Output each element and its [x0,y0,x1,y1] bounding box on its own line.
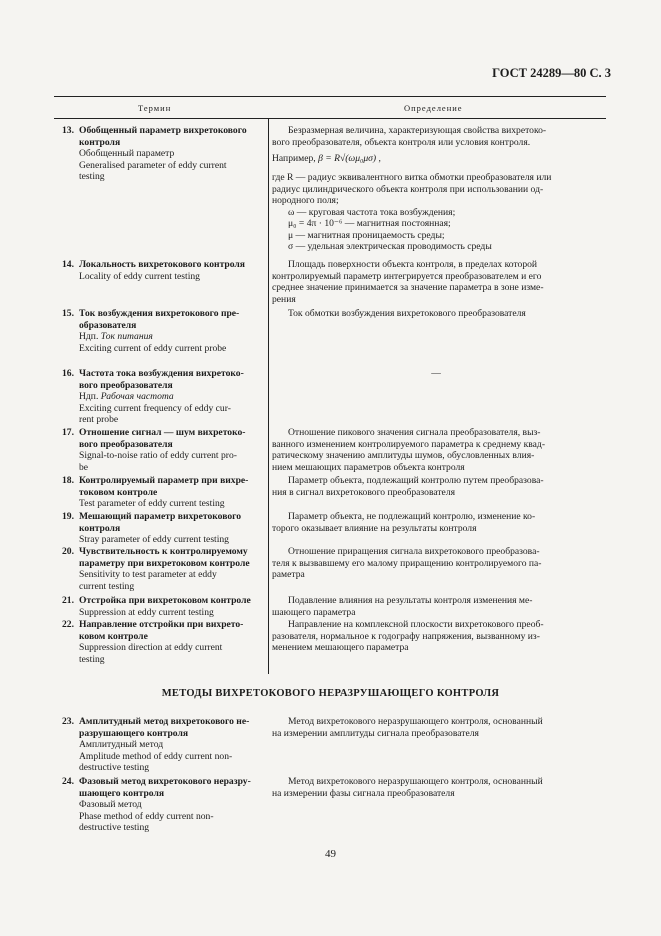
legend-line: μ₀ = 4π · 10⁻⁶ — магнитная постоянная; [288,218,451,229]
term-english: Signal-to-noise ratio of eddy current pro- [79,450,237,461]
ndp-label: Ндп. [79,391,99,402]
definition-line: Параметр объекта, не подлежащий контролю, изменение ко- [288,511,536,522]
term-english: destructive testing [79,822,150,833]
term-title: Отстройка при вихретоковом контроле [79,595,251,606]
definition-line: теля к вызвавшему его малому приращению контролируемого па- [272,557,542,569]
term-number: 17. [62,427,74,438]
term-number: 22. [62,619,74,630]
term-21 [62,595,267,618]
term-title: токовом контроле [79,486,158,498]
term-english: Phase method of eddy current non- [79,810,214,822]
definition-line: разователя, нормальное к годографу напряжения, вызванному из- [272,630,540,642]
definition-line: ванного изменением контролируемого параметра к среднему квад- [272,438,546,450]
definition-line: Безразмерная величина, характеризующая свойства вихретоко- [288,125,547,136]
definition-line: вого преобразователя, объекта контроля или условия контроля. [272,136,531,148]
term-title: вого преобразователя [79,438,173,450]
definition-19 [272,511,600,534]
table-top-rule [54,96,606,97]
ndp-term: Рабочая частота [100,391,174,402]
term-number: 15. [62,308,74,319]
term-number: 24. [62,776,74,787]
term-english: rent probe [79,414,119,425]
term-number: 13. [62,125,74,136]
formula-line [272,153,600,169]
definition-line: Метод вихретокового неразрушающего контроля, основанный [288,776,543,787]
definition-line: — [431,368,441,379]
definition-line: ния в сигнал вихретокового преобразователя [272,486,456,498]
definition-line: контролируемый параметр интегрируется преобразователем и его [272,270,542,282]
term-title: Контролируемый параметр при вихре- [79,475,249,486]
term-title: шающего контроля [79,787,165,799]
definition-line: шающего параметра [272,606,356,618]
term-title: Мешающий параметр вихретокового [79,511,242,522]
legend-line: σ — удельная электрическая проводимость среды [288,241,492,252]
term-number: 20. [62,546,74,557]
formula: β = R√(ωμ₀μσ) , [318,153,381,164]
term-english: testing [79,171,105,182]
term-number: 23. [62,716,74,727]
column-header-term: Термин [138,103,172,113]
definition-16 [272,368,600,380]
term-english: be [79,461,89,473]
definition-line: Ток обмотки возбуждения вихретокового преобразователя [288,308,526,319]
term-22 [62,619,267,665]
section-title: МЕТОДЫ ВИХРЕТОКОВОГО НЕРАЗРУШАЮЩЕГО КОНТРОЛЯ [161,688,500,699]
term-english: testing [79,653,105,665]
term-synonym: Фазовый метод [79,799,142,810]
definition-line: рения [272,293,296,305]
definition-21 [272,595,600,618]
legend-line: ω — круговая частота тока возбуждения; [288,206,456,218]
term-20 [62,546,267,592]
term-13 [62,125,267,183]
term-title: параметру при вихретоковом контроле [79,557,250,569]
term-title: Частота тока возбуждения вихретоко- [79,368,244,379]
definition-line: торого оказывает влияние на результаты контроля [272,522,477,534]
term-number: 16. [62,368,74,379]
column-header-definition: Определение [404,103,463,113]
term-number: 21. [62,595,74,606]
example-prefix: Например, [272,153,316,164]
term-english: Generalised parameter of eddy current [79,159,227,171]
term-deprecated [79,331,267,343]
term-24 [62,776,267,834]
term-title: вого преобразователя [79,379,173,391]
definition-line: где R — радиус эквивалентного витка обмотки преобразователя или [272,172,552,183]
definition-24 [272,776,600,799]
term-title: контроля [79,136,121,148]
definition-line: Отношение приращения сигнала вихретокового преобразова- [288,546,540,557]
term-synonym: Амплитудный метод [79,739,164,750]
term-16 [62,368,267,426]
term-19 [62,511,267,546]
definition-line: ратическому значению амплитуды шумов, обусловленных влия- [272,450,535,461]
term-title: Локальность вихретокового контроля [79,259,245,270]
term-title: Фазовый метод вихретокового неразру- [79,776,251,787]
legend-line: μ — магнитная проницаемость среды; [288,229,445,241]
ndp-label: Ндп. [79,331,99,342]
definition-13 [272,125,600,253]
term-english: Amplitude method of eddy current non- [79,750,233,762]
column-divider [268,119,269,674]
definition-line: на измерении фазы сигнала преобразователя [272,787,455,799]
page-number: 49 [325,848,336,860]
term-title: Амплитудный метод вихретокового не- [79,716,250,727]
term-title: ковом контроле [79,630,148,642]
term-english: destructive testing [79,762,150,773]
term-title: Чувствительность к контролируемому [79,546,248,557]
term-english: Test parameter of eddy current testing [79,498,225,509]
term-title: образователя [79,319,137,331]
definition-line: нием мешающих параметров объекта контроля [272,461,465,473]
definition-line: на измерении амплитуды сигнала преобразователя [272,727,479,739]
table-header-rule [54,118,606,119]
definition-line: раметра [272,569,305,580]
term-english: current testing [79,580,135,592]
document-header: ГОСТ 24289—80 С. 3 [492,66,611,80]
definition-line: Метод вихретокового неразрушающего контроля, основанный [288,716,543,727]
term-15 [62,308,267,354]
term-synonym: Обобщенный параметр [79,148,175,159]
term-english: Exciting current frequency of eddy cur- [79,402,231,414]
definition-22 [272,619,600,654]
definition-line: Отношение пикового значения сигнала преобразователя, выз- [288,427,541,438]
term-english: Exciting current of eddy current probe [79,342,227,354]
definition-20 [272,546,600,581]
definition-line: Направление на комплексной плоскости вихретокового преоб- [288,619,544,630]
term-title: разрушающего контроля [79,727,189,739]
term-title: Направление отстройки при вихрето- [79,619,244,630]
term-number: 18. [62,475,74,486]
definition-14 [272,259,600,305]
term-18 [62,475,267,510]
definition-line: радиус цилиндрического объекта контроля при использовании од- [272,183,544,195]
definition-18 [272,475,600,498]
term-english: Suppression at eddy current testing [79,606,214,618]
term-english: Locality of eddy current testing [79,270,200,282]
definition-23 [272,716,600,739]
definition-line: Подавление влияния на результаты контроля изменения ме- [288,595,533,606]
term-number: 14. [62,259,74,270]
definition-line: менением мешающего параметра [272,642,409,653]
definition-line: среднее значение принимается за значение параметра в зоне изме- [272,282,544,293]
definition-line: нородного поля; [272,195,339,206]
term-number: 19. [62,511,74,522]
ndp-term: Ток питания [100,331,153,342]
term-deprecated [79,391,267,403]
term-english: Stray parameter of eddy current testing [79,534,229,545]
definition-17 [272,427,600,473]
term-23 [62,716,267,774]
definition-line: Площадь поверхности объекта контроля, в пределах которой [288,259,538,270]
term-14 [62,259,267,282]
term-title: контроля [79,522,121,534]
term-english: Suppression direction at eddy current [79,642,223,653]
definition-line: Параметр объекта, подлежащий контролю путем преобразова- [288,475,544,486]
term-title: Отношение сигнал — шум вихретоко- [79,427,246,438]
term-english: Sensitivity to test parameter at eddy [79,569,217,580]
term-title: Обобщенный параметр вихретокового [79,125,247,136]
term-17 [62,427,267,473]
definition-15 [272,308,600,320]
term-title: Ток возбуждения вихретокового пре- [79,308,240,319]
